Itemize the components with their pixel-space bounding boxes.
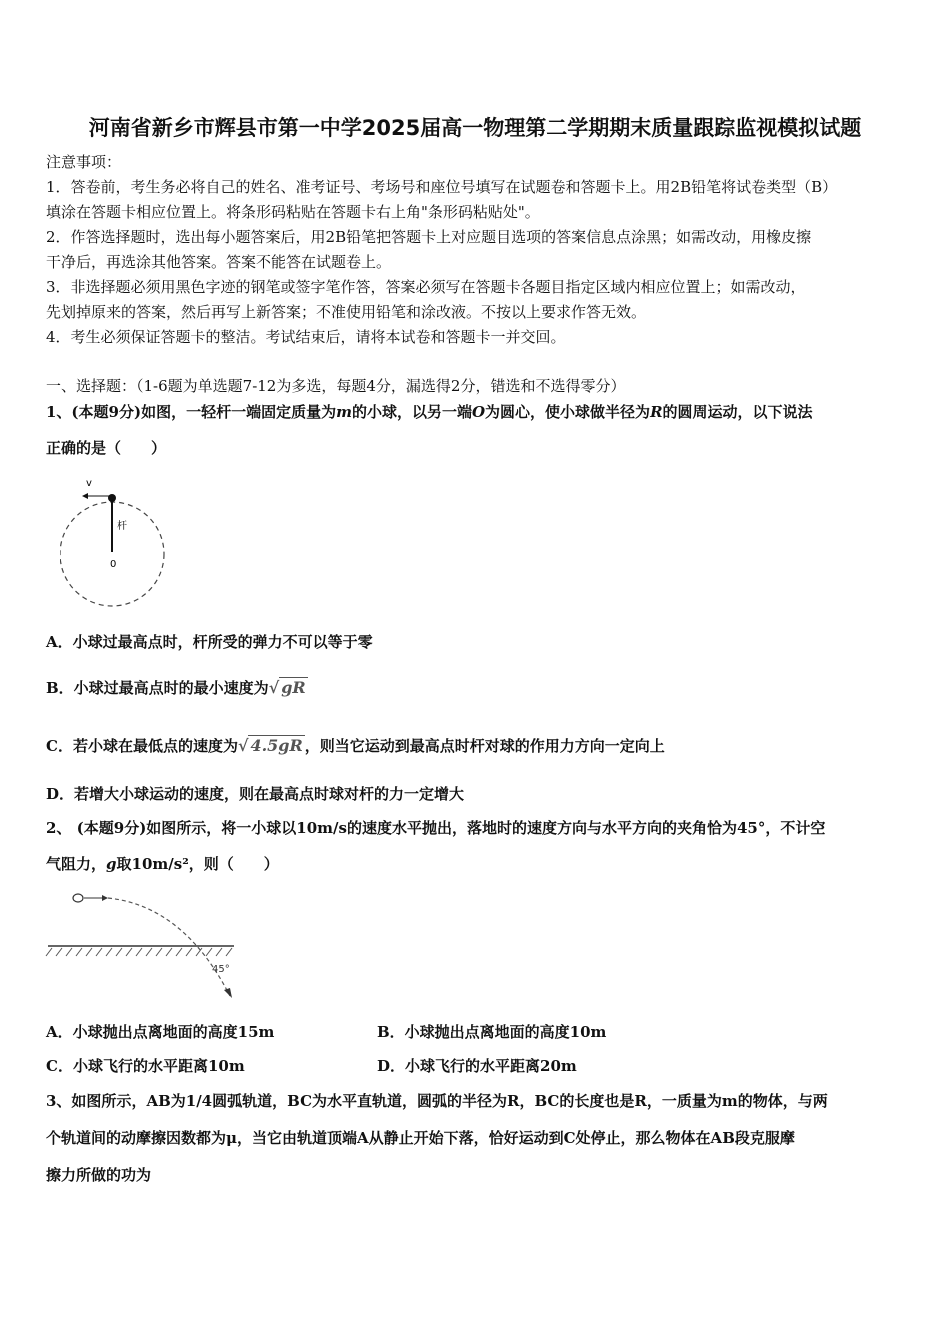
- notice-line-2b: 干净后，再选涂其他答案。答案不能答在试题卷上。: [46, 253, 392, 271]
- notice-heading: 注意事项：: [46, 153, 122, 171]
- q1-option-b-radicand: gR: [281, 678, 306, 697]
- q1-option-c[interactable]: [46, 736, 665, 756]
- q2-g-value: 10m/s²: [131, 855, 189, 873]
- notice-line-1: 1．答卷前，考生务必将自己的姓名、准考证号、考场号和座位号填写在试题卷和答题卡上。用2B铅笔将试卷类型（B）: [46, 178, 838, 196]
- q1-stem-b: 的小球，以另一端: [351, 403, 472, 421]
- q2-trajectory: [108, 898, 230, 996]
- q2-landing-arrowhead: [224, 988, 232, 998]
- q2-ball: [73, 894, 83, 902]
- q2-stem-a: 2、 (本题9分)如图所示，将一小球以: [46, 819, 297, 837]
- q2-option-b[interactable]: B．小球抛出点离地面的高度10m: [377, 1023, 607, 1041]
- q1-stem-line-2: 正确的是（ ）: [46, 439, 167, 457]
- q1-fig-o-label: 0: [110, 559, 117, 570]
- q3-stem-line-3: 擦力所做的功为: [46, 1166, 152, 1184]
- q1-option-a[interactable]: A．小球过最高点时，杆所受的弹力不可以等于零: [46, 633, 373, 651]
- q1-option-c-text-2: ，则当它运动到最高点时杆对球的作用力方向一定向上: [304, 737, 665, 755]
- q1-option-c-sqrt: √ 4.5gR: [237, 736, 303, 755]
- q2-figure: [44, 884, 244, 1004]
- q2-fig-angle-label: 45°: [212, 964, 230, 975]
- q1-radius-symbol: R: [650, 403, 663, 421]
- q1-stem-c: 为圆心，使小球做半径为: [485, 403, 651, 421]
- q1-option-b-sqrt: √ gR: [268, 678, 306, 697]
- notice-line-2: 2．作答选择题时，选出每小题答案后，用2B铅笔把答题卡上对应题目选项的答案信息点涂黑；如需改动，用橡皮擦: [46, 228, 812, 246]
- q2-speed: 10m/s: [296, 819, 347, 837]
- q3-stem-line-2: 个轨道间的动摩擦因数都为μ，当它由轨道顶端A从静止开始下落，恰好运动到C处停止，那么物体在AB段克服摩: [46, 1129, 795, 1147]
- q2-option-c[interactable]: C．小球飞行的水平距离10m: [46, 1057, 245, 1075]
- q1-option-b-text: B．小球过最高点时的最小速度为: [46, 679, 269, 697]
- q2-stem-c: 气阻力，: [46, 855, 107, 873]
- notice-line-1b: 填涂在答题卡相应位置上。将条形码粘贴在答题卡右上角"条形码粘贴处"。: [46, 203, 540, 221]
- q1-mass-symbol: m: [336, 403, 352, 421]
- q2-stem-line-2: [46, 854, 279, 874]
- q2-stem-e: ，则（ ）: [188, 855, 279, 873]
- q1-fig-v-label: v: [86, 478, 92, 489]
- section-heading: 一、选择题：（1-6题为单选题7-12为多选，每题4分，漏选得2分，错选和不选得零分）: [46, 377, 626, 395]
- q1-option-d[interactable]: D．若增大小球运动的速度，则在最高点时球对杆的力一定增大: [46, 785, 465, 803]
- q1-center-symbol: O: [471, 403, 486, 421]
- q3-stem-line-1: 3、如图所示，AB为1/4圆弧轨道，BC为水平直轨道，圆弧的半径为R，BC的长度也是R，一质量为m的物体，与两: [46, 1092, 828, 1110]
- q1-option-c-text: C．若小球在最低点的速度为: [46, 737, 238, 755]
- q1-option-b[interactable]: [46, 678, 308, 698]
- q2-stem-b: 的速度水平抛出，落地时的速度方向与水平方向的夹角恰为45°，不计空: [346, 819, 826, 837]
- notice-line-3b: 先划掉原来的答案，然后再写上新答案；不准使用铅笔和涂改液。不按以上要求作答无效。: [46, 303, 647, 321]
- q2-initial-velocity-arrowhead: [102, 895, 108, 901]
- q2-option-d[interactable]: D．小球飞行的水平距离20m: [377, 1057, 577, 1075]
- q2-g-symbol: g: [106, 855, 117, 873]
- q2-stem-line-1: [46, 818, 825, 838]
- q1-option-c-radicand: 4.5gR: [250, 736, 303, 755]
- q1-figure: [60, 472, 170, 612]
- q1-stem-line-1: [46, 402, 813, 422]
- q1-fig-rod-label: 杆: [117, 521, 127, 532]
- page-title: 河南省新乡市辉县市第一中学2025届高一物理第二学期期末质量跟踪监视模拟试题: [88, 116, 862, 140]
- q2-option-a[interactable]: A．小球抛出点离地面的高度15m: [46, 1023, 275, 1041]
- q1-velocity-arrowhead: [82, 493, 88, 499]
- notice-line-3: 3．非选择题必须用黑色字迹的钢笔或签字笔作答，答案必须写在答题卡各题目指定区域内相应位置上；如需改动，: [46, 278, 806, 296]
- notice-line-4: 4．考生必须保证答题卡的整洁。考试结束后，请将本试卷和答题卡一并交回。: [46, 328, 566, 346]
- q2-stem-d: 取: [116, 855, 132, 873]
- q1-stem-a: 1、(本题9分)如图，一轻杆一端固定质量为: [46, 403, 337, 421]
- q1-stem-d: 的圆周运动，以下说法: [662, 403, 813, 421]
- q1-ball: [108, 494, 116, 502]
